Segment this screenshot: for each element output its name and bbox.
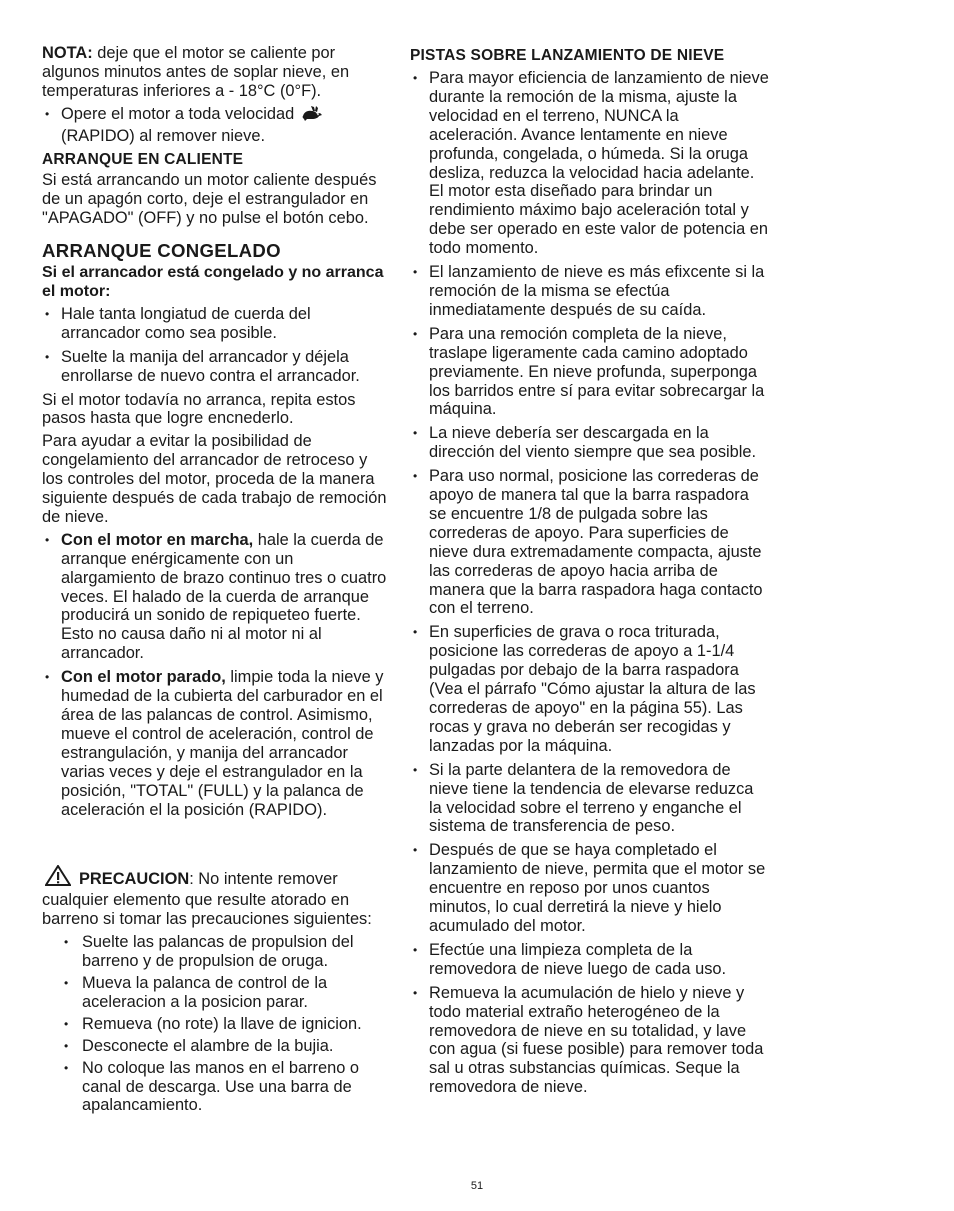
list-item	[410, 984, 770, 1097]
rabbit-fast-icon	[301, 106, 323, 127]
list-item	[410, 325, 770, 420]
list-item	[410, 424, 770, 462]
list-item	[42, 1037, 388, 1056]
list-item	[410, 941, 770, 979]
list-item	[410, 761, 770, 837]
running-bold: Con el motor en marcha,	[61, 530, 254, 549]
list-item-text: Para uso normal, posicione las correderas de apoyo de manera tal que la barra raspadora se encuentre 1/8 de pulgada sobre las correderas de apoyo. Para superficies de nieve dura extremadamente compacta, ajuste las correderas de apoyo hacia arriba de manera que la barra raspadora haga contacto con el terreno.	[429, 467, 763, 618]
warning-triangle-icon	[45, 865, 71, 891]
bullet-icon: •	[413, 71, 418, 85]
stopped-text: limpie toda la nieve y humedad de la cubierta del carburador en el área de las palancas de control. Asimismo, mueve el control de aceleración, control de estrangulación, y manija del arrancador varias veces y deje el estrangulador en la posición, "TOTAL" (FULL) y la palanca de aceleración el la posición (RAPIDO).	[61, 668, 384, 819]
list-item-text: Mueva la palanca de control de la aceleracion a la posicion parar.	[82, 973, 328, 1011]
bullet-icon: •	[64, 1038, 69, 1053]
bullet-icon: •	[413, 843, 418, 858]
bullet-icon: •	[413, 942, 418, 957]
nota-bullet-part2: (RAPIDO) al remover nieve.	[61, 126, 266, 145]
list-item	[42, 531, 388, 663]
list-item	[42, 348, 388, 386]
frozen-bullet-list	[42, 305, 388, 386]
bullet-icon: •	[64, 1016, 69, 1031]
bullet-icon: •	[413, 426, 418, 441]
nota-text: deje que el motor se caliente por algunos minutos antes de soplar nieve, en temperaturas inferiores a - 18°C (0°F).	[42, 44, 350, 100]
nota-bullet-list	[42, 105, 388, 146]
list-item-text: No coloque las manos en el barreno o canal de descarga. Use una barra de apalancamiento.	[82, 1058, 359, 1115]
bullet-icon: •	[413, 265, 418, 280]
stopped-bold: Con el motor parado,	[61, 668, 226, 687]
bullet-icon: •	[413, 326, 418, 341]
bullet-icon: •	[45, 349, 50, 364]
list-item-text: Remueva (no rote) la llave de ignicion.	[82, 1014, 362, 1033]
list-item-text: El lanzamiento de nieve es más efixcente si la remoción de la misma se efectúa inmediatamente después de su caída.	[429, 263, 765, 319]
list-item-text: Suelte la manija del arrancador y déjela enrollarse de nuevo contra el arrancador.	[61, 347, 360, 385]
caution-paragraph	[42, 865, 388, 929]
frozen-paragraph-1: Si el motor todavía no arranca, repita estos pasos hasta que logre encnederlo.	[42, 390, 356, 428]
caution-label: PRECAUCION	[79, 870, 190, 889]
bullet-icon: •	[64, 935, 69, 950]
caution-text: : No intente remover cualquier elemento que resulte atorado en barreno si tomar las precauciones siguientes:	[42, 870, 372, 929]
bullet-icon: •	[45, 532, 50, 547]
list-item-text: Remueva la acumulación de hielo y nieve y todo material extraño heterogéneo de la removedora de nieve en su totalidad, y lave con agua (si fuese posible) para remover toda sal u otras substancias químicas. Seque la removedora de nieve.	[429, 983, 764, 1097]
bullet-icon: •	[64, 1060, 69, 1075]
frozen-paragraph-2: Para ayudar a evitar la posibilidad de congelamiento del arrancador de retroceso y los controles del motor, proceda de la manera siguiente después de cada trabajo de remoción de nieve.	[42, 432, 387, 526]
bullet-icon: •	[45, 106, 50, 121]
list-item	[410, 623, 770, 755]
list-item	[42, 668, 388, 819]
nota-label: NOTA:	[42, 44, 93, 62]
list-item	[42, 974, 388, 1012]
list-item	[410, 263, 770, 320]
list-item	[410, 467, 770, 618]
list-item	[42, 305, 388, 343]
caution-block	[42, 865, 388, 1115]
bullet-icon: •	[413, 985, 418, 1000]
list-item-text: Después de que se haya completado el lanzamiento de nieve, permita que el motor se encuentre en reposo por unos cuantos minutos, lo cual derretirá la nieve y hielo acumulado del motor.	[429, 841, 766, 935]
hot-start-heading: ARRANQUE EN CALIENTE	[42, 150, 244, 168]
list-item-text: Para una remoción completa de la nieve, traslape ligeramente cada camino adoptado previamente. En nieve profunda, superponga los barridos entre sí para evitar sobrecargar la máquina.	[429, 324, 765, 419]
bullet-icon: •	[413, 762, 418, 777]
list-item	[42, 1059, 388, 1116]
frozen-start-subheading: Si el arrancador está congelado y no arranca el motor:	[42, 264, 384, 300]
list-item-text: Efectúe una limpieza completa de la removedora de nieve luego de cada uso.	[429, 940, 727, 978]
right-column	[410, 44, 770, 1102]
list-item-text: Hale tanta longiatud de cuerda del arrancador como sea posible.	[61, 304, 311, 342]
list-item	[42, 1015, 388, 1034]
nota-paragraph	[42, 44, 388, 101]
bullet-icon: •	[413, 625, 418, 640]
list-item	[410, 841, 770, 936]
tips-heading: PISTAS SOBRE LANZAMIENTO DE NIEVE	[410, 47, 725, 64]
page-number: 51	[470, 1180, 484, 1192]
list-item-text: Suelte las palancas de propulsion del barreno y de propulsion de oruga.	[82, 933, 354, 971]
motor-state-list	[42, 531, 388, 820]
left-column	[42, 44, 388, 1118]
hot-start-text: Si está arrancando un motor caliente después de un apagón corto, deje el estrangulador en "APAGADO" (OFF) y no pulse el botón cebo.	[42, 171, 377, 228]
bullet-icon: •	[64, 975, 69, 990]
tips-bullet-list	[410, 69, 770, 1097]
list-item-text: Desconecte el alambre de la bujia.	[82, 1036, 334, 1055]
bullet-icon: •	[45, 306, 50, 321]
list-item-text: La nieve debería ser descargada en la dirección del viento siempre que sea posible.	[429, 424, 757, 462]
frozen-start-heading: ARRANQUE CONGELADO	[42, 240, 281, 262]
list-item-text: Para mayor eficiencia de lanzamiento de nieve durante la remoción de la misma, ajuste la velocidad en el terreno, NUNCA la aceleración. Avance lentamente en nieve profunda, congelada, o húmeda. Si la oruga desliza, reduzca la velocidad hacia adelante. El motor esta diseñado para brindar un rendimiento máximo bajo aceleración total y debe ser operado en este valor de potencia en todo momento.	[429, 69, 769, 258]
caution-bullet-list	[42, 933, 388, 1115]
list-item-text: Si la parte delantera de la removedora de nieve tiene la tendencia de elevarse reduzca la velocidad sobre el terreno y enganche el sistema de transferencia de peso.	[429, 760, 754, 836]
list-item	[410, 69, 770, 258]
list-item-text: En superficies de grava o roca triturada, posicione las correderas de apoyo a 1-1/4 pulgadas por debajo de la barra raspadora (Vea el párrafo "Cómo ajustar la altura de las correderas de apoyo" en la página 55). Las rocas y grava no deberán ser recogidas y lanzadas por la máquina.	[429, 623, 756, 755]
bullet-icon: •	[413, 469, 418, 484]
list-item	[42, 105, 388, 146]
list-item	[42, 933, 388, 971]
nota-bullet-part1: Opere el motor a toda velocidad	[61, 104, 295, 123]
running-text: hale la cuerda de arranque enérgicamente con un alargamiento de brazo continuo tres o cuatro veces. El halado de la cuerda de arranque producirá un sonido de repiqueteo fuerte. Esto no causa daño ni al motor ni al arrancador.	[61, 530, 387, 663]
bullet-icon: •	[45, 670, 50, 685]
